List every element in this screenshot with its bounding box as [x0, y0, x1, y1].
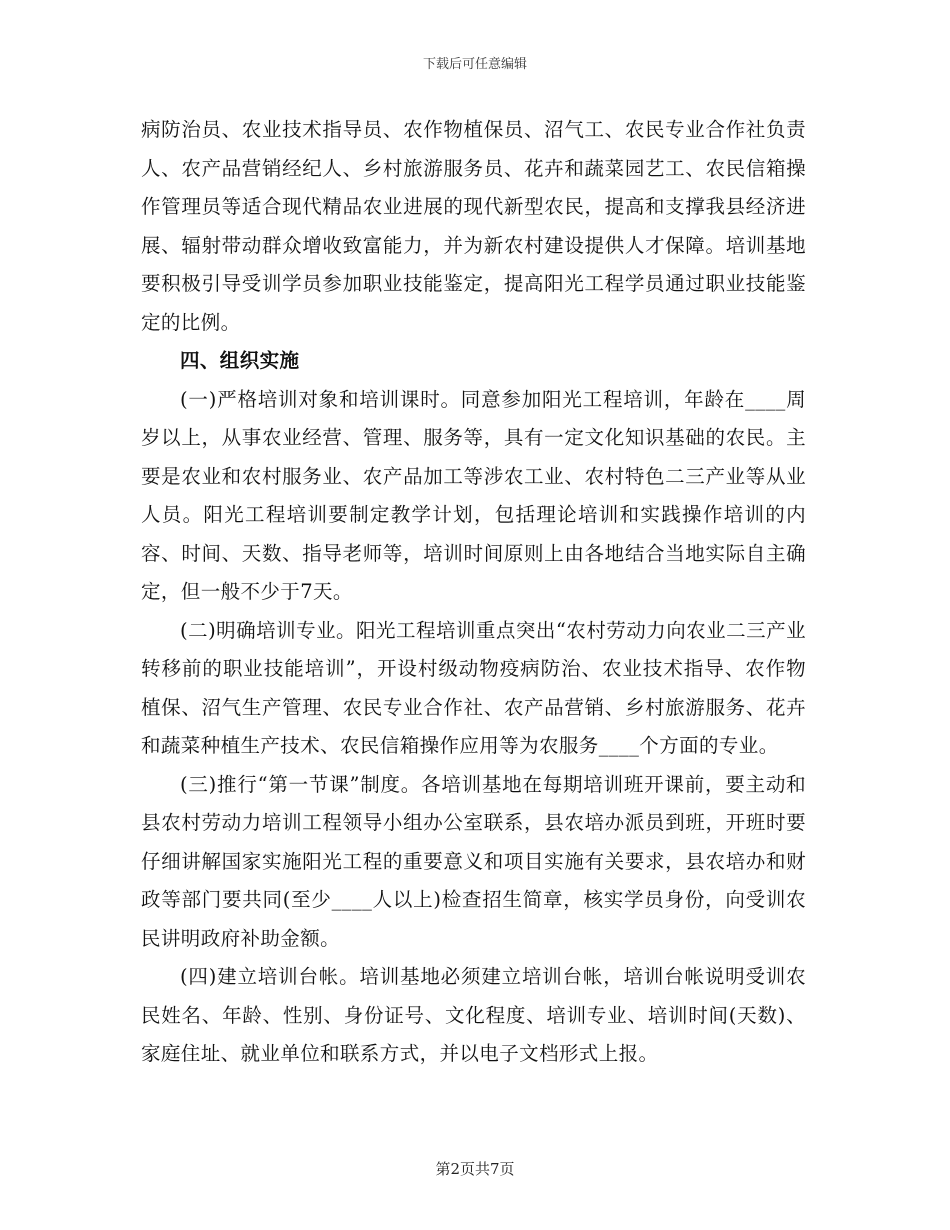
section-heading-organization: 四、组织实施 — [180, 349, 300, 372]
paragraph-training-targets: (一)严格培训对象和培训课时。同意参加阳光工程培训，年龄在____周岁以上，从事农业经营、管理、服务等，具有一定文化知识基础的农民。主要是农业和农村服务业、农产品加工等涉农工业、农村特色二三产业等从业人员。阳光工程培训要制定教学计划，包括理论培训和实践操作培训的内容、时间、天数、指导老师等，培训时间原则上由各地结合当地实际自主确定，但一般不少于7天。 — [141, 387, 806, 603]
document-body — [141, 111, 806, 1074]
page-header-note: 下载后可任意编辑 — [422, 57, 527, 72]
page-number: 第2页共7页 — [435, 1160, 515, 1178]
paragraph-training-specialties: (二)明确培训专业。阳光工程培训重点突出“农村劳动力向农业二三产业转移前的职业技能培训”，开设村级动物疫病防治、农业技术指导、农作物植保、沼气生产管理、农民专业合作社、农产品营销、乡村旅游服务、花卉和蔬菜种植生产技术、农民信箱操作应用等为农服务____个方面的专业。 — [141, 618, 806, 757]
paragraph-continuation: 病防治员、农业技术指导员、农作物植保员、沼气工、农民专业合作社负责人、农产品营销经纪人、乡村旅游服务员、花卉和蔬菜园艺工、农民信箱操作管理员等适合现代精品农业进展的现代新型农民，提高和支撑我县经济进展、辐射带动群众增收致富能力，并为新农村建设提供人才保障。培训基地要积极引导受训学员参加职业技能鉴定，提高阳光工程学员通过职业技能鉴定的比例。 — [141, 118, 806, 334]
paragraph-training-ledger: (四)建立培训台帐。培训基地必须建立培训台帐，培训台帐说明受训农民姓名、年龄、性别、身份证号、文化程度、培训专业、培训时间(天数)、家庭住址、就业单位和联系方式，并以电子文档形式上报。 — [141, 965, 806, 1065]
paragraph-first-lesson: (三)推行“第一节课”制度。各培训基地在每期培训班开课前，要主动和县农村劳动力培训工程领导小组办公室联系，县农培办派员到班，开班时要仔细讲解国家实施阳光工程的重要意义和项目实施有关要求，县农培办和财政等部门要共同(至少____人以上)检查招生简章，核实学员身份，向受训农民讲明政府补助金额。 — [141, 772, 806, 950]
